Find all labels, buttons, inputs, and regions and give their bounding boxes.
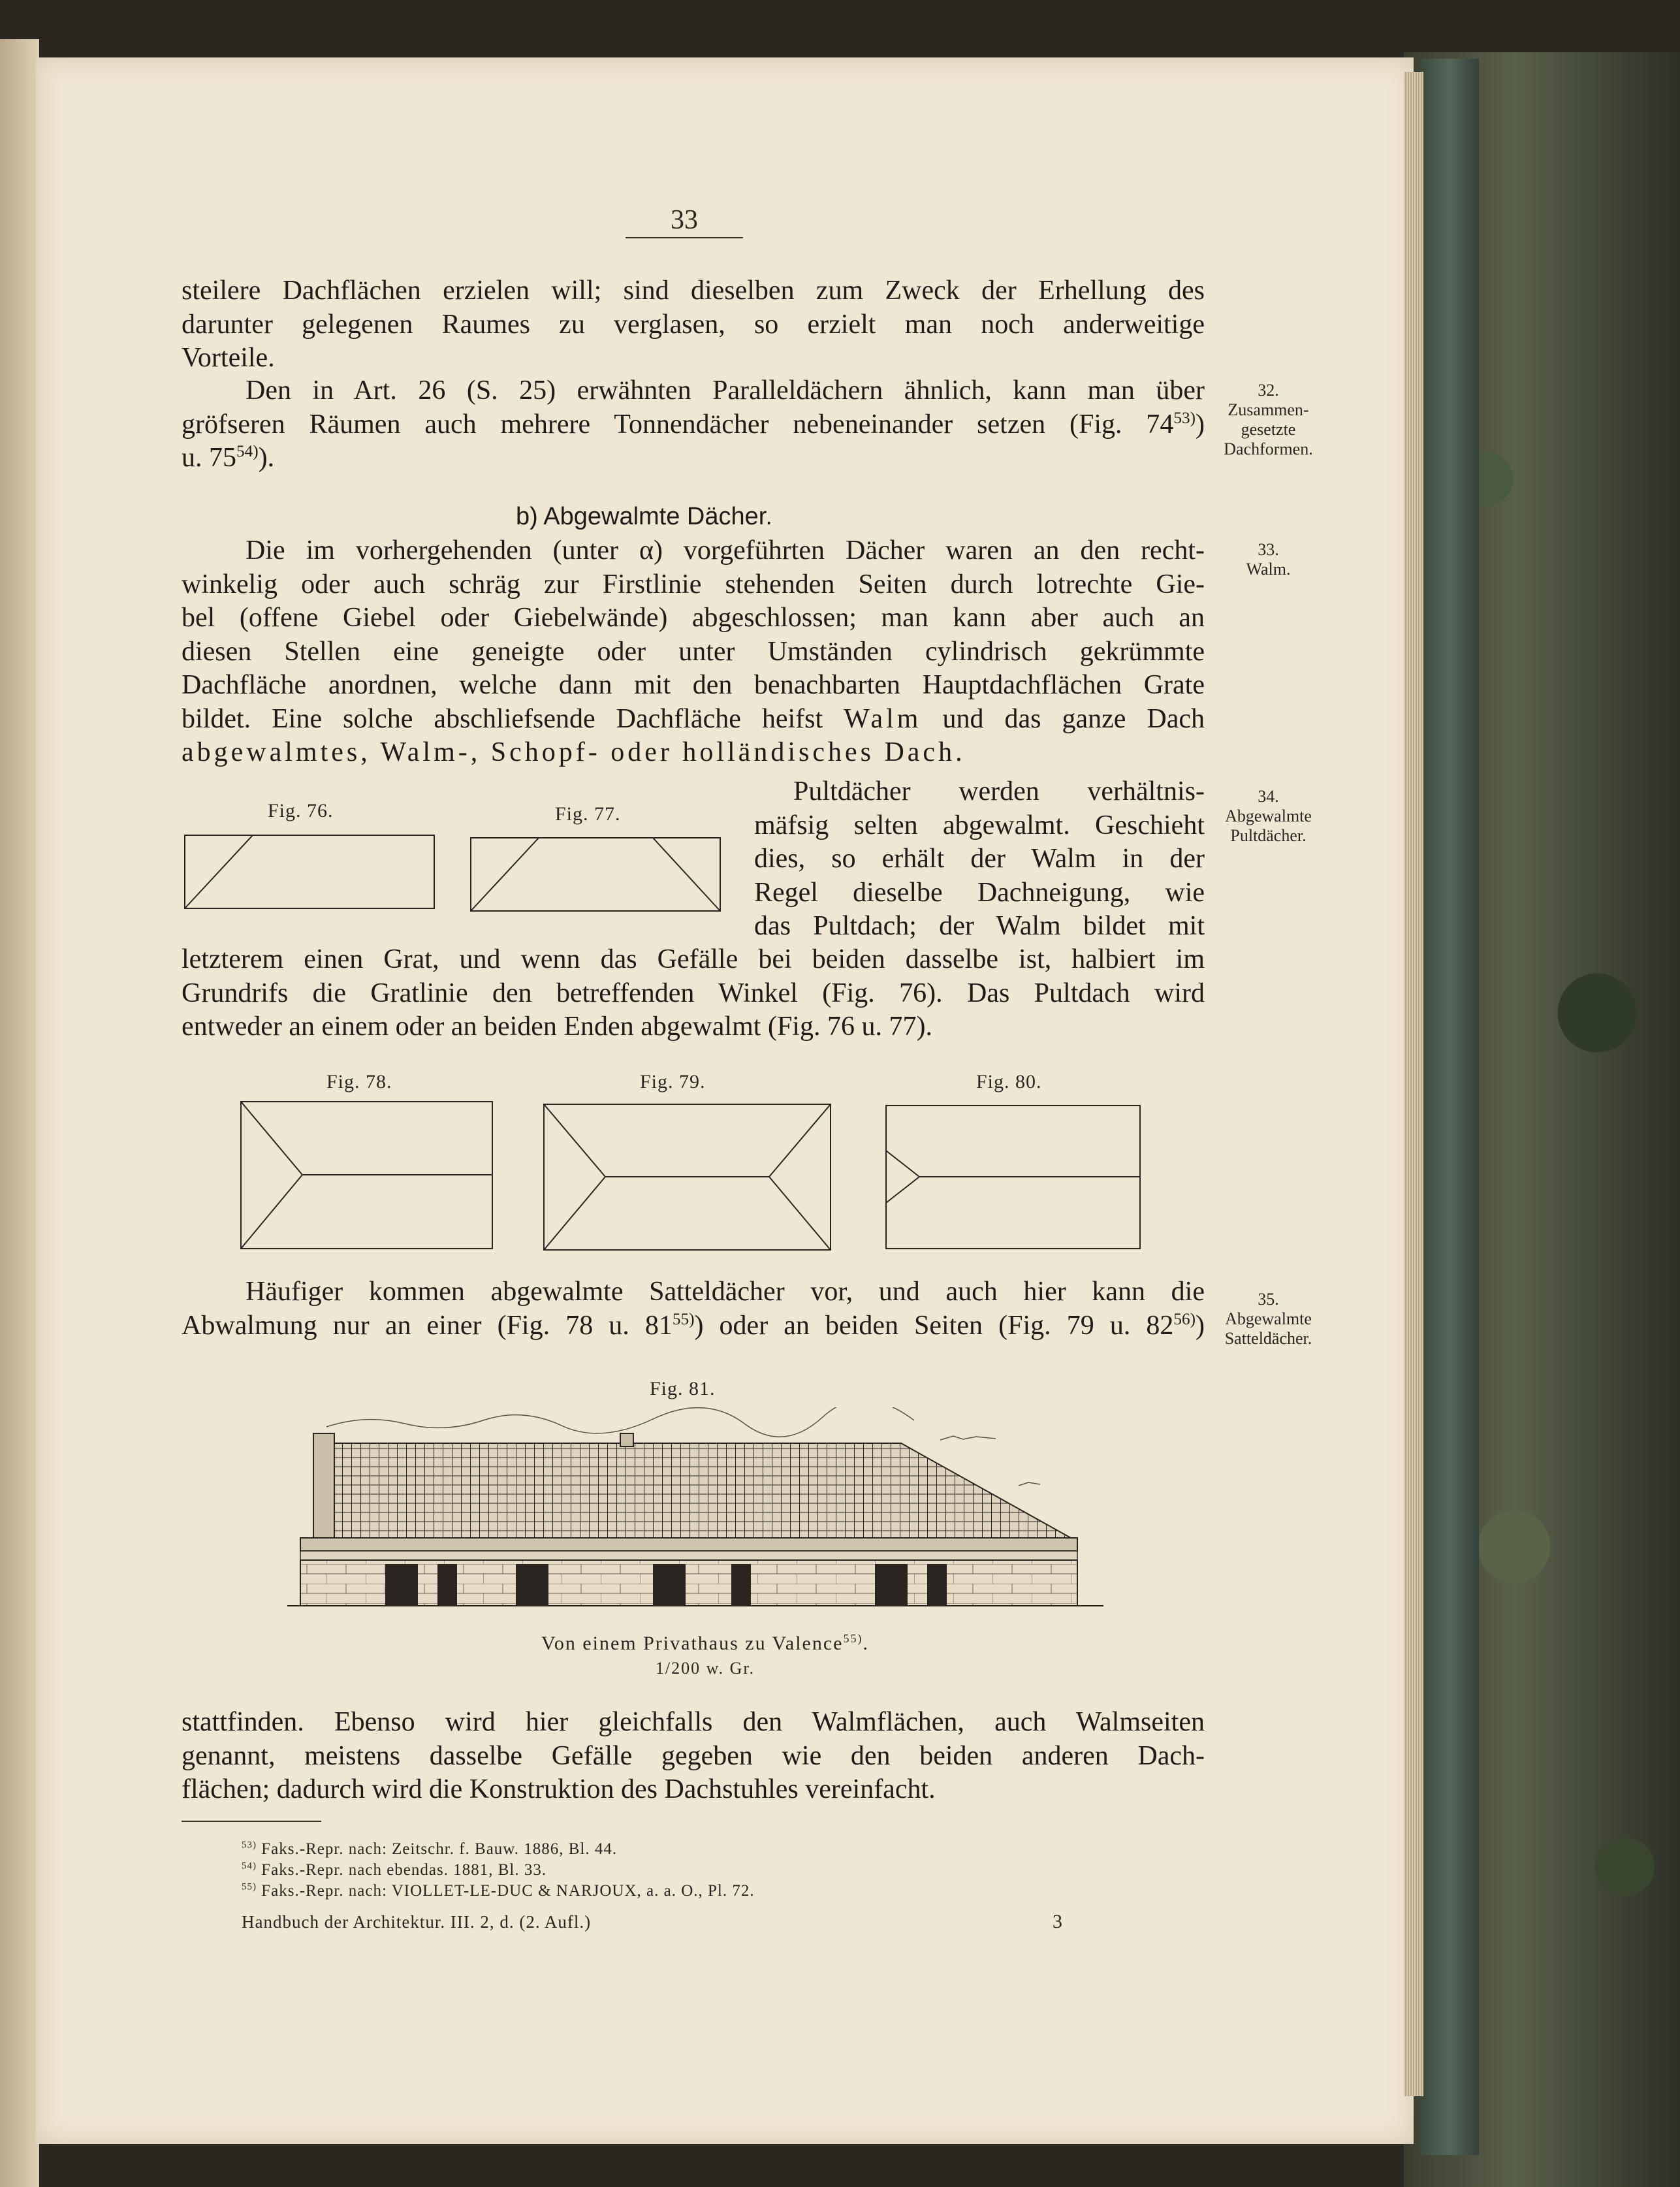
text-line: diesen Stellen eine geneigte oder unter Umständen cylindrisch gekrümmte xyxy=(182,636,1205,667)
text-line: dies, so erhält der Walm in der xyxy=(754,844,1205,874)
text-line: winkelig oder auch schräg zur Firstlinie stehenden Seiten durch lotrechte Gie- xyxy=(182,569,1205,599)
fig-79-drawing xyxy=(543,1104,832,1251)
margin-note-35 xyxy=(1211,1290,1325,1349)
paragraph-4-right xyxy=(754,775,1205,944)
text-line: Regel dieselbe Dachneigung, wie xyxy=(754,877,1205,908)
footnote-text: Faks.-Repr. nach: VIOLLET-LE-DUC & NARJOUX, a. a. O., Pl. 72. xyxy=(261,1882,755,1900)
left-page-edge xyxy=(0,39,39,2187)
emphasis-walm: Walm xyxy=(844,703,922,734)
fig-80-drawing xyxy=(885,1105,1141,1250)
footnote-mark: 54) xyxy=(242,1860,257,1872)
fig-81-scale: 1/200 w. Gr. xyxy=(655,1659,755,1678)
text-fragment: und das ganze Dach xyxy=(942,703,1205,734)
fig-77-drawing xyxy=(470,837,721,912)
text-line: entweder an einem oder an beiden Enden abgewalmt (Fig. 76 u. 77). xyxy=(182,1012,932,1042)
page-number: 33 xyxy=(626,204,743,238)
margin-note-line: Zusammen- xyxy=(1228,400,1309,419)
margin-note-34 xyxy=(1211,787,1325,846)
margin-note-32 xyxy=(1211,381,1325,459)
paragraph-2 xyxy=(182,374,1205,475)
fig-77-caption: Fig. 77. xyxy=(555,803,621,825)
margin-note-line: Satteldächer. xyxy=(1224,1329,1312,1348)
margin-note-number: 34. xyxy=(1258,787,1279,806)
fig-78-caption: Fig. 78. xyxy=(326,1071,392,1093)
footnote-ref: 55) xyxy=(672,1310,695,1328)
text-line: Vorteile. xyxy=(182,343,275,373)
text-fragment: u. 75 xyxy=(182,443,236,473)
footnote-text: Faks.-Repr. nach ebendas. 1881, Bl. 33. xyxy=(261,1861,547,1879)
text-line: Die im vorhergehenden (unter α) vorgeführten Dächer waren an den recht- xyxy=(246,535,1205,566)
text-line: flächen; dadurch wird die Konstruktion des Dachstuhles vereinfacht. xyxy=(182,1774,936,1804)
margin-note-33 xyxy=(1211,540,1325,579)
footnote-ref: 53) xyxy=(1173,409,1196,427)
footnote-ref: 55) xyxy=(843,1632,863,1645)
paragraph-3 xyxy=(182,534,1205,770)
text-line: das Pultdach; der Walm bildet mit xyxy=(754,911,1205,941)
text-line: letzterem einen Grat, und wenn das Gefälle bei beiden dasselbe ist, halbiert im xyxy=(182,944,1205,974)
text-line: mäfsig selten abgewalmt. Geschieht xyxy=(754,810,1205,840)
footnote-mark: 55) xyxy=(242,1881,257,1892)
margin-note-line: Walm. xyxy=(1246,560,1291,579)
signature-mark: 3 xyxy=(1053,1911,1062,1932)
footer-title: Handbuch der Architektur. III. 2, d. (2. Aufl.) xyxy=(242,1912,592,1932)
caption-text: . xyxy=(863,1633,869,1654)
text-line xyxy=(182,1309,1205,1343)
paragraph-4 xyxy=(182,943,1205,1044)
caption-text: Von einem Privathaus zu Valence xyxy=(541,1633,844,1654)
text-line: darunter gelegenen Raumes zu verglasen, so erzielt man noch anderweitige xyxy=(182,309,1205,340)
fig-76-caption: Fig. 76. xyxy=(268,800,334,822)
section-heading: b) Abgewalmte Dächer. xyxy=(516,503,772,530)
fig-81-house-elevation xyxy=(287,1407,1103,1616)
text-line: Dachfläche anordnen, welche dann mit den benachbarten Hauptdachflächen Grate xyxy=(182,670,1205,700)
text-line: Grundrifs die Gratlinie den betreffenden Winkel (Fig. 76). Das Pultdach wird xyxy=(182,978,1205,1008)
text-fragment: Abwalmung nur an einer (Fig. 78 u. 81 xyxy=(182,1310,673,1341)
text-line xyxy=(182,408,1205,442)
footnote-ref: 56) xyxy=(1173,1310,1196,1328)
text-line xyxy=(182,441,1205,475)
footnote xyxy=(242,1840,617,1859)
fig-78-drawing xyxy=(240,1101,494,1250)
fig-76-drawing xyxy=(184,835,436,910)
footnote xyxy=(242,1861,547,1879)
text-line: stattfinden. Ebenso wird hier gleichfalls den Walmflächen, auch Walmseiten xyxy=(182,1707,1205,1737)
margin-note-number: 33. xyxy=(1258,540,1279,559)
text-line: steilere Dachflächen erzielen will; sind dieselben zum Zweck der Erhellung des xyxy=(182,276,1205,306)
margin-note-number: 35. xyxy=(1258,1290,1279,1309)
footnote xyxy=(242,1882,755,1900)
fig-79-caption: Fig. 79. xyxy=(640,1071,706,1093)
paragraph-5 xyxy=(182,1275,1205,1343)
fig-81-caption: Fig. 81. xyxy=(650,1378,716,1399)
text-fragment: bildet. Eine solche abschliefsende Dachfläche heifst xyxy=(182,703,823,734)
text-fragment: ) oder an beiden Seiten (Fig. 79 u. 82 xyxy=(694,1310,1174,1341)
fig-80-caption: Fig. 80. xyxy=(976,1071,1042,1093)
closing-paren: ) xyxy=(1196,409,1205,439)
paragraph-6 xyxy=(182,1706,1205,1807)
margin-note-line: gesetzte xyxy=(1241,420,1296,439)
margin-note-line: Dachformen. xyxy=(1224,439,1313,458)
page-stack-edge xyxy=(1404,72,1423,2096)
footnote-ref: 54) xyxy=(236,443,259,460)
text-line: abgewalmtes, Walm-, Schopf- oder holländisches Dach. xyxy=(182,737,966,767)
text-fragment: ). xyxy=(258,443,275,473)
margin-note-line: Pultdächer. xyxy=(1230,826,1307,845)
text-fragment: gröfseren Räumen auch mehrere Tonnendächer nebeneinander setzen (Fig. 74 xyxy=(182,409,1174,439)
text-line: Den in Art. 26 (S. 25) erwähnten Paralleldächern ähnlich, kann man über xyxy=(246,375,1205,406)
text-line: bel (offene Giebel oder Giebelwände) abgeschlossen; man kann aber auch an xyxy=(182,603,1205,633)
fig-81-description xyxy=(457,1633,953,1655)
footnote-rule xyxy=(182,1821,321,1822)
text-fragment: ) xyxy=(1196,1310,1205,1341)
cover-spine xyxy=(1420,59,1479,2155)
footnote-text: Faks.-Repr. nach: Zeitschr. f. Bauw. 1886, Bl. 44. xyxy=(261,1840,618,1858)
text-line: genannt, meistens dasselbe Gefälle gegeben wie den beiden anderen Dach- xyxy=(182,1740,1205,1771)
paragraph-1 xyxy=(182,274,1205,375)
margin-note-line: Abgewalmte xyxy=(1225,1309,1312,1328)
text-line: Pultdächer werden verhältnis- xyxy=(793,776,1205,806)
footnote-mark: 53) xyxy=(242,1840,257,1851)
text-line xyxy=(182,703,1205,737)
margin-note-number: 32. xyxy=(1258,381,1279,400)
margin-note-line: Abgewalmte xyxy=(1225,806,1312,825)
text-line: Häufiger kommen abgewalmte Satteldächer vor, und auch hier kann die xyxy=(246,1277,1205,1307)
